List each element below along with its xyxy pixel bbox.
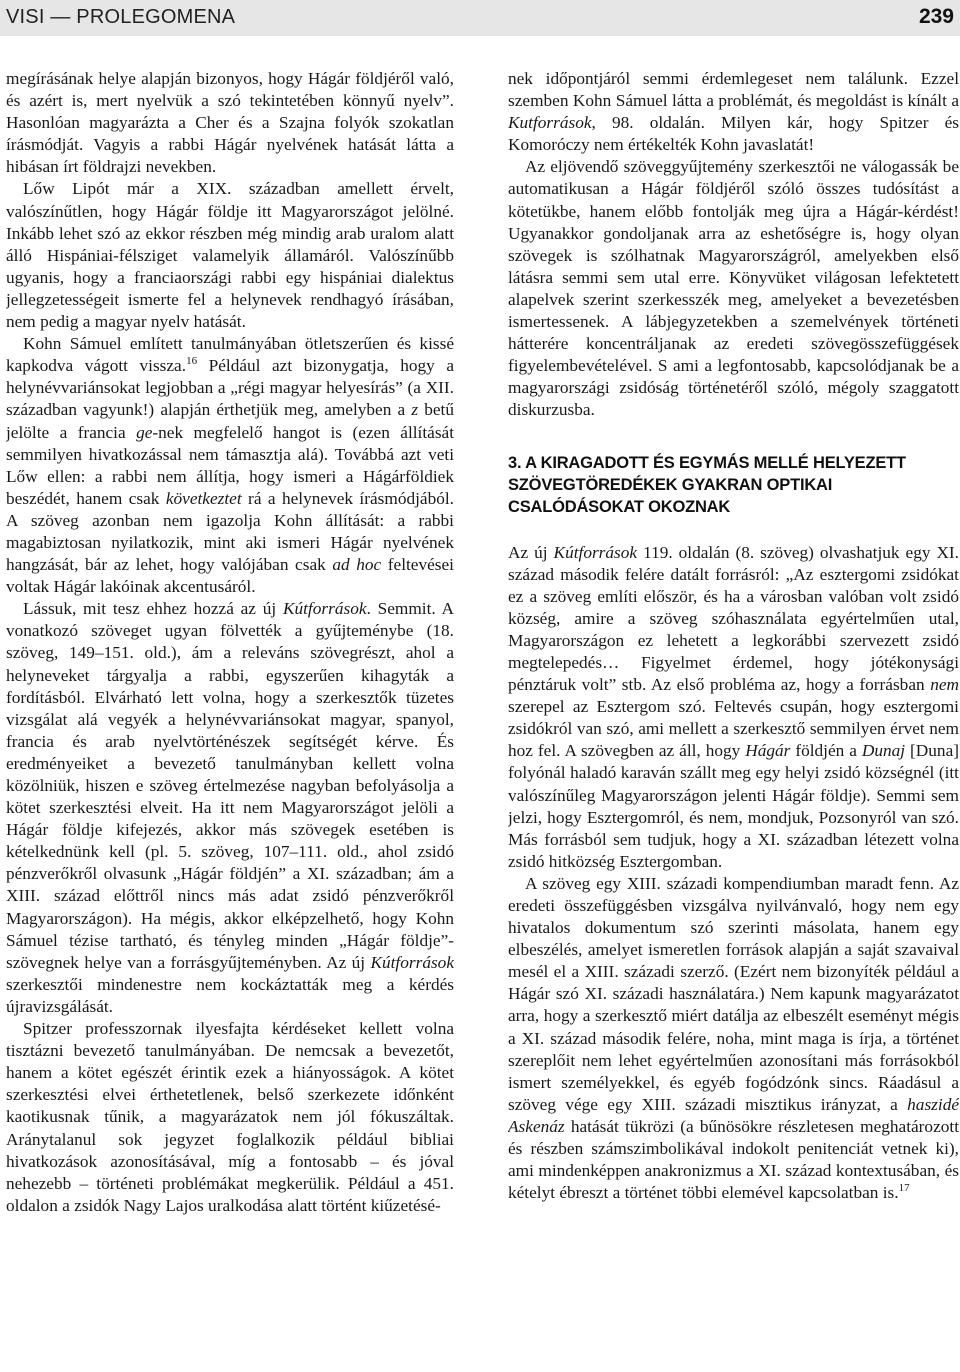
- footnote-marker: 16: [186, 355, 198, 368]
- italic-term: ge: [136, 422, 153, 442]
- italic-term: ad hoc: [332, 555, 382, 575]
- paragraph-3: [508, 542, 959, 873]
- paragraph-4: [508, 873, 959, 1204]
- italic-term: z: [411, 400, 419, 420]
- paragraph-1: [508, 68, 959, 156]
- italic-term: haszidé Askenáz: [508, 1094, 959, 1136]
- text-run: földjén a: [790, 741, 862, 761]
- paragraph-1: megírásának helye alapján bizonyos, hogy Hágár földjéről való, és azért is, mert nyelvük a szó tekintetében könnyű nyelv”. Hasonlóan magyarázta a Cher és a Szajna folyók szokatlan írásmódját. Vagyis a rabbi Hágár nyelvének hatását látta a hibásan írt földrajzi nevekben.: [6, 69, 454, 177]
- italic-term: Hágár: [745, 741, 791, 761]
- left-column: [6, 68, 454, 1364]
- italic-title: Kútforrások: [370, 952, 454, 972]
- running-header: [0, 0, 960, 36]
- text-run: , 98. oldalán. Milyen kár, hogy Spitzer és Komoróczy nem értékelték Kohn javaslatát!: [508, 113, 959, 155]
- paragraph-2: Lőw Lipót már a XIX. században amellett érvelt, valószínűtlen, hogy Hágár földje itt Magyarországot jelölné. Inkább lehet szó az ekkor részben még mindig arab uralom alatt álló Hispániai-félsziget valamelyik államáról. Valószínűbb ugyanis, hogy a franciaországi rabbi egy hispániai dialektus jellegzetességeit ismerte fel a helynevek rendhagyó írásában, nem pedig a magyar nyelv hatását.: [6, 179, 454, 332]
- text-run: Kohn Sámuel említett tanulmányában ötletszerűen és kissé kapkodva vágott vissza.: [6, 334, 454, 376]
- text-run: -nek megfelelő hangot is (ezen állítását semmilyen hivatkozással nem támasztja alá). Továbbá azt veti Lőw ellen: a rabbi nem állítja, hogy ismeri a Hágárföldiek beszédét, hanem csak: [6, 422, 454, 508]
- text-run: rá a helynevek írásmódjából. A szöveg azonban nem igazolja Kohn állítását: a rabbi magabiztosan nyilatkozik, mint aki ismeri Hágár nyelvének hangzását, bár az lehet, hogy valójában csak: [6, 488, 454, 575]
- paragraph-2: Az eljövendő szöveggyűjtemény szerkesztői ne válogassák be automatikusan a Hágár földjéről szóló összes tudósítást a kötetükbe, hanem előbb fontolják meg újra a Hágár-kérdést! Ugyanakkor gondoljanak arra az eshetőségre is, hogy olyan szövegek is szólhatnak Magyarországról, amelyekben első látásra semmi sem utal erre. Könyvüket világosan lefektetett alapelvek szerint szerkesszék meg, amelyeket a bevezetésben ismertessenek. A lábjegyzetekben a szemelvények történeti hátterére koncentráljanak az eredeti szövegösszefüggések figyelembevételével. S ami a legfontosabb, kapcsolódjanak be a magyarországi zsidóság történetéről szóló, mégoly szaggatott diskurzusba.: [508, 157, 959, 420]
- text-run: szerkesztői mindenestre nem kockáztatták meg a kérdés újravizsgálását.: [6, 974, 454, 1016]
- section-heading: 3. A KIRAGADOTT ÉS EGYMÁS MELLÉ HELYEZETT SZÖVEGTÖREDÉKEK GYAKRAN OPTIKAI CSALÓDÁSOKAT OKOZNAK: [508, 453, 906, 516]
- text-run: [Duna] folyónál haladó karaván szállt meg egy helyi zsidó községnél (itt valószínűleg Magyarországon jelenti Hágár földje). Semmi sem jelzi, hogy Esztergomról, és nem, mondjuk, Pozsonyról van szó. Más forrásból sem tudjuk, hogy a XI. században létezett volna zsidó hitközség Esztergomban.: [508, 741, 959, 871]
- text-run: 119. oldalán (8. szöveg) olvashatjuk egy XI. század második felére datált forrásról: „Az esztergomi zsidókat ez a szöveg említi először, és ha a városban valóban volt zsidó község, amire a szöveg szóhasználata egyértelműen utal, Magyarországon ez lehetett a legkorábbi szervezett zsidó megtelepedés… Figyelmet érdemel, hogy jótékonysági pénztáruk volt” stb. Az első probléma az, hogy a forrásban: [508, 542, 959, 695]
- italic-term: Dunaj: [861, 741, 906, 761]
- text-run: Lássuk, mit tesz ehhez hozzá az új: [23, 599, 283, 619]
- italic-title: Kútforrások: [282, 599, 367, 619]
- page-number: 239: [918, 5, 954, 28]
- right-column: [508, 68, 959, 1364]
- text-run: A szöveg egy XIII. századi kompendiumban maradt fenn. Az eredeti összefüggésben vizsgálva nyilvánvaló, hogy nem egy hivatalos dokumentum szó szerinti másolata, hanem egy elbeszélés, amelyet ismeretlen források alapján a saját szavaival mesél el a XIII. századi szerző. (Ezért nem bizonyíték például a Hágár szó XI. századi használatára.) Nem kapunk magyarázatot arra, hogy a szerkesztő miért datálja az elbeszélt eseményt mégis a XI. század második felére, noha, mint maga is írja, a történet szereplőit nem lehet egyértelműen azonosítani más forrásokból ismert személyekkel, és egyéb fogódzónk sincs. Ráadásul a szöveg vége egy XIII. századi misztikus irányzat, a: [508, 873, 959, 1114]
- italic-term: nem: [930, 675, 959, 695]
- text-run: nek időpontjáról semmi érdemlegeset nem találunk. Ezzel szemben Kohn Sámuel látta a problémát, és megoldást is kínált a: [508, 69, 959, 111]
- text-run: szerepel az Esztergom szó. Feltevés csupán, hogy esztergomi zsidókról van szó, ami mellett a szerkesztő semmilyen érvet nem hoz fel. A szövegben az áll, hogy: [508, 697, 959, 761]
- text-run: hatását tükrözi (a bűnösökre részletesen meghatározott és részben számszimbolikával indokolt penitenciát vetnek ki), ami mindenképpen anakronizmus a XI. század kontextusában, és kételyt ébreszt a történet többi elemével kapcsolatban is.: [508, 1116, 959, 1203]
- running-title: VISI — PROLEGOMENA: [6, 6, 236, 28]
- italic-title: Kutforrások: [508, 113, 592, 133]
- paragraph-3: [6, 333, 454, 598]
- paragraph-5: Spitzer professzornak ilyesfajta kérdéseket kellett volna tisztázni bevezető tanulmányában. De nemcsak a bevezetőt, hanem a kötet egészét érintik ezek a hiányosságok. A kötet szerkesztési elvei érthetetlenek, belső szerkezete időnként kaotikusnak tűnik, a magyarázatok nem jól fókuszáltak. Aránytalanul sok jegyzet foglalkozik például bibliai hivatkozások azonosításával, míg a fontosabb – és jóval nehezebb – történeti problémákat megkerülik. Például a 451. oldalon a zsidók Nagy Lajos uralkodása alatt történt kiűzetésé-: [6, 1019, 454, 1215]
- paragraph-4: [6, 598, 454, 1018]
- text-run: betű jelölte a francia: [6, 400, 454, 442]
- text-run: . Semmit. A vonatkozó szöveget ugyan fölvették a gyűjteménybe (18. szöveg, 149–151. old.), ám a releváns szövegrészt, ahol a helyneveket tárgyalja a rabbi, egyszerűen kihagyták a fordításból. Elvárható lett volna, hogy a szerkesztők tüzetes vizsgálat alá vegyék a helynévvariánsokat magyar, spanyol, francia és arab nyelvtörténészek segítségét kérve. És eredményeiket a bevezető tanulmányban kellett volna közölniük, hiszen e szöveg értelmezése nagyban befolyásolja a kötet szerkesztési elveit. Ha itt nem Magyarországot jelöli a Hágár földje kifejezés, akkor más szövegek esetében is kételkednünk kell (pl. 5. szöveg, 107–111. old., ahol zsidó pénzverőkről olvasunk „Hágár földjén” a XI. században; ám a XIII. század előttről nincs más adat zsidó pénzverőkről Magyarországon). Ha mégis, akkor elképzelhető, hogy Kohn Sámuel tézise tartható, és tényleg minden „Hágár földje”-szövegnek helye van a forrásgyűjteményben. Az új: [6, 599, 454, 972]
- text-run: Például azt bizonygatja, hogy a helynévvariánsokat legjobban a „régi magyar helyesírás” (a XII. században vagyunk!) alapján érthetjük meg, amelyben a: [6, 356, 454, 420]
- italic-term: következtet: [165, 488, 242, 508]
- text-run: Az új: [508, 542, 554, 562]
- italic-title: Kútforrások: [553, 542, 638, 562]
- footnote-marker: 17: [898, 1182, 910, 1195]
- text-run: feltevései voltak Hágár lakóinak akcentusáról.: [6, 555, 454, 597]
